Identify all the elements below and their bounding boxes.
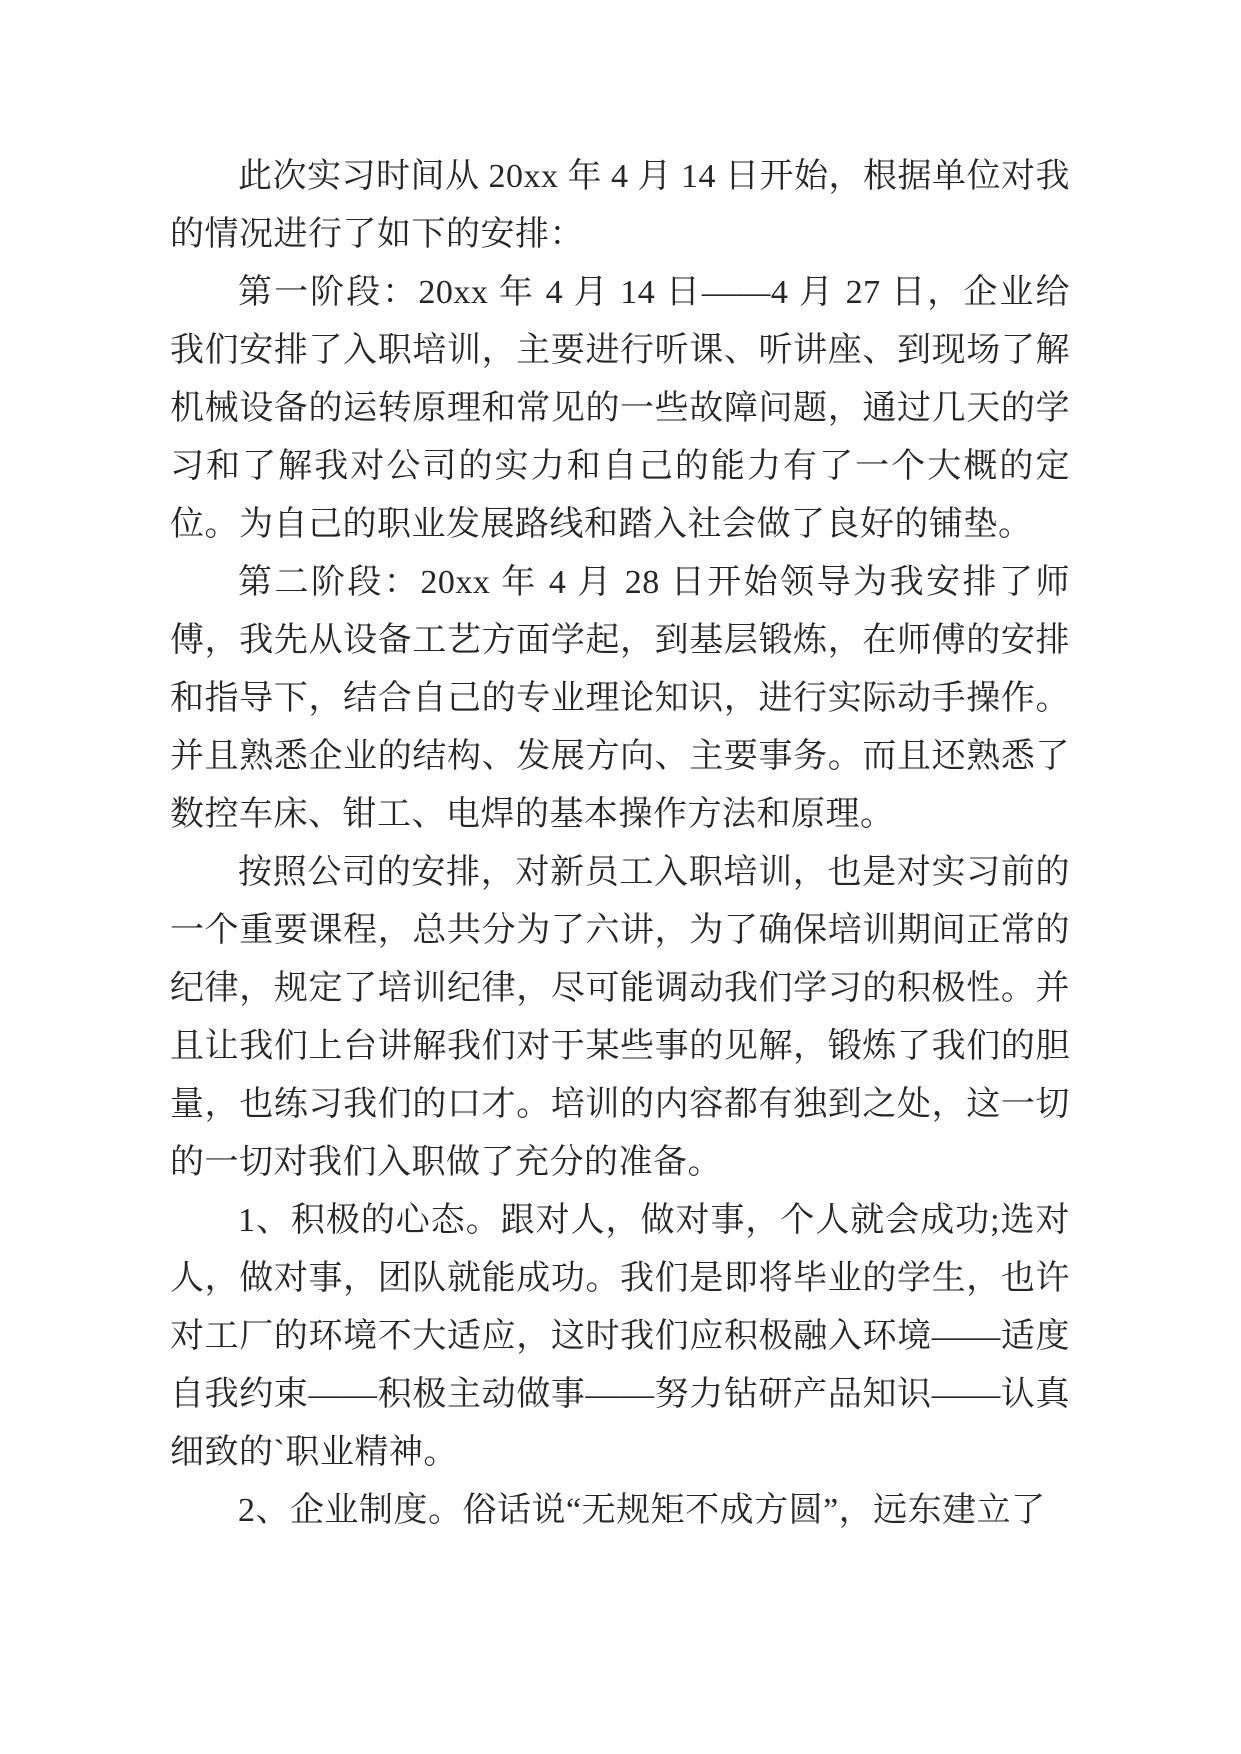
paragraph-item-1-positive-attitude: 1、积极的心态。跟对人，做对事，个人就会成功;选对人，做对事，团队就能成功。我们是即将毕业的学生，也许对工厂的环境不大适应，这时我们应积极融入环境——适度自我约束——积极主动做事——努力钻研产品知识——认真细致的`职业精神。 (170, 1202, 1070, 1471)
document-body (170, 148, 1070, 1540)
paragraph-stage-two: 第二阶段：20xx 年 4 月 28 日开始领导为我安排了师傅，我先从设备工艺方面学起，到基层锻炼，在师傅的安排和指导下，结合自己的专业理论知识，进行实际动手操作。并且熟悉企业的结构、发展方向、主要事务。而且还熟悉了数控车床、钳工、电焊的基本操作方法和原理。 (170, 564, 1070, 833)
paragraph-item-2-company-rules: 2、企业制度。俗话说“无规矩不成方圆”，远东建立了 (238, 1492, 1046, 1529)
paragraph-stage-one: 第一阶段：20xx 年 4 月 14 日——4 月 27 日，企业给我们安排了入职培训，主要进行听课、听讲座、到现场了解机械设备的运转原理和常见的一些故障问题，通过几天的学习和了解我对公司的实力和自己的能力有了一个大概的定位。为自己的职业发展路线和踏入社会做了良好的铺垫。 (170, 274, 1070, 543)
paragraph-training-overview: 按照公司的安排，对新员工入职培训，也是对实习前的一个重要课程，总共分为了六讲，为了确保培训期间正常的纪律，规定了培训纪律，尽可能调动我们学习的积极性。并且让我们上台讲解我们对于某些事的见解，锻炼了我们的胆量，也练习我们的口才。培训的内容都有独到之处，这一切的一切对我们入职做了充分的准备。 (170, 854, 1070, 1181)
paragraph-intro: 此次实习时间从 20xx 年 4 月 14 日开始，根据单位对我的情况进行了如下的安排： (170, 158, 1070, 253)
